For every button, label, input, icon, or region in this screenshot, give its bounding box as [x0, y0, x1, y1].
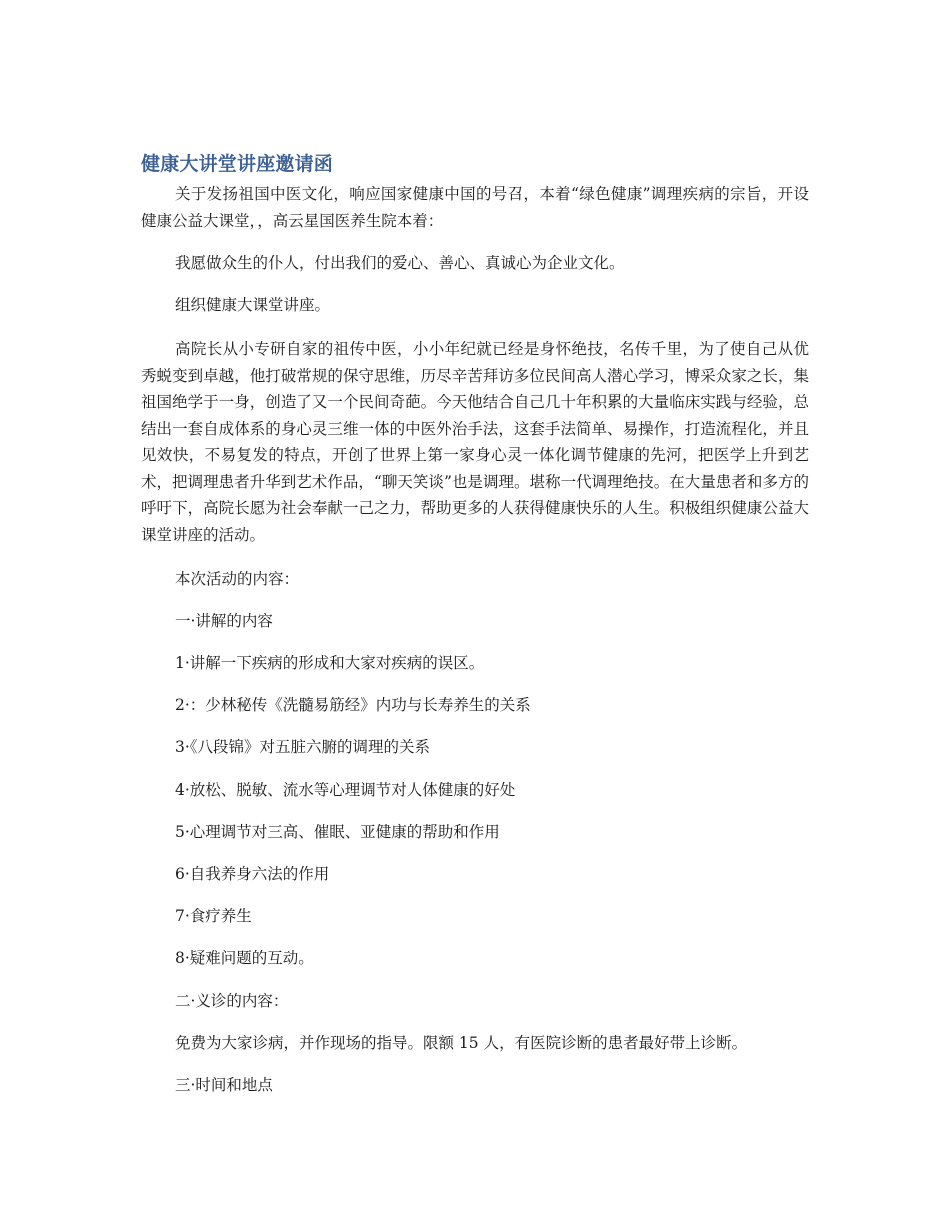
section1-heading: 一·讲解的内容: [175, 612, 273, 630]
list-item: 1·讲解一下疾病的形成和大家对疾病的误区。: [175, 654, 485, 672]
activity-heading: 本次活动的内容：: [175, 570, 300, 588]
paragraph-line-2: 组织健康大课堂讲座。: [175, 296, 331, 314]
list-item: 5·心理调节对三高、催眠、亚健康的帮助和作用: [175, 823, 500, 841]
list-item: 6·自我养身六法的作用: [175, 865, 330, 883]
list-item: 4·放松、脱敏、流水等心理调节对人体健康的好处: [175, 781, 516, 799]
section2-text: 免费为大家诊病，并作现场的指导。限额 15 人，有医院诊断的患者最好带上诊断。: [175, 1034, 748, 1052]
paragraph-line-1: 我愿做众生的仆人，付出我们的爱心、善心、真诚心为企业文化。: [175, 254, 625, 272]
bio-paragraph: 高院长从小专研自家的祖传中医，小小年纪就已经是身怀绝技，名传千里，为了使自己从优秀蜕变到卓越，他打破常规的保守思维，历尽辛苦拜访多位民间高人潜心学习，博采众家之长，集祖国绝学于一身，创造了又一个民间奇葩。今天他结合自己几十年积累的大量临床实践与经验，总结出一套自成体系的身心灵三维一体的中医外治手法，这套手法简单、易操作，打造流程化，并且见效快，不易复发的特点，开创了世界上第一家身心灵一体化调节健康的先河，把医学上升到艺术，把调理患者升华到艺术作品，“聊天笑谈”也是调理。堪称一代调理绝技。在大量患者和多方的呼吁下，高院长愿为社会奉献一己之力，帮助更多的人获得健康快乐的人生。积极组织健康公益大课堂讲座的活动。: [141, 340, 809, 544]
list-item: 7·食疗养生: [175, 907, 252, 925]
list-item: 3·《八段锦》对五脏六腑的调理的关系: [175, 738, 431, 756]
document-title: 健康大讲堂讲座邀请函: [141, 153, 334, 175]
list-item: 8·疑难问题的互动。: [175, 949, 314, 967]
list-item: 2·：少林秘传《洗髓易筋经》内功与长寿养生的关系: [175, 696, 531, 714]
section3-heading: 三·时间和地点: [175, 1076, 273, 1094]
intro-paragraph: 关于发扬祖国中医文化，响应国家健康中国的号召，本着“绿色健康”调理疾病的宗旨，开设健康公益大课堂，，高云星国医养生院本着：: [141, 185, 809, 230]
section2-heading: 二·义诊的内容：: [175, 992, 289, 1010]
